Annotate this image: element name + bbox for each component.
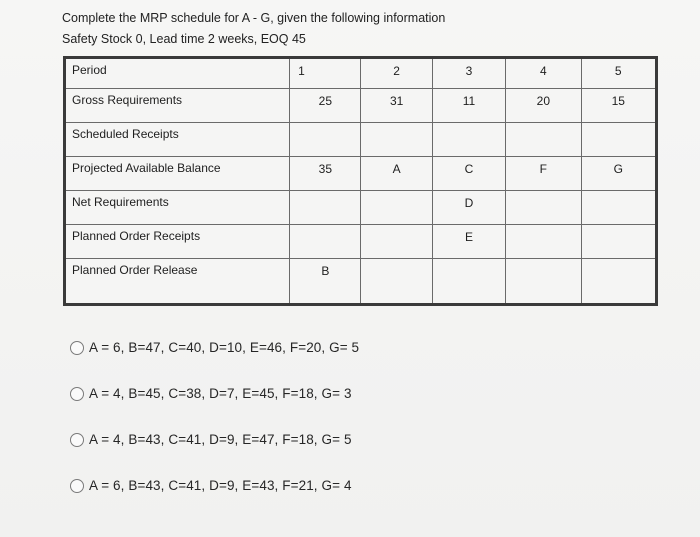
answer-option-3[interactable] [70, 430, 359, 449]
question-title: Complete the MRP schedule for A - G, given the following information [62, 11, 446, 25]
table-cell [290, 225, 360, 230]
answer-choices [70, 338, 359, 522]
table-cell [361, 123, 431, 128]
table-cell: 35 [318, 162, 332, 176]
row-label-planned-order-release: Planned Order Release [72, 263, 198, 277]
period-cell [432, 58, 505, 89]
net-requirements-row [65, 191, 657, 225]
table-cell: F [539, 162, 548, 176]
period-5: 5 [614, 64, 622, 78]
radio-button-icon[interactable] [70, 387, 84, 401]
row-label-planned-order-receipts: Planned Order Receipts [72, 229, 201, 243]
table-cell [290, 123, 360, 128]
table-cell: 11 [462, 94, 476, 108]
table-cell: E [464, 230, 473, 244]
period-cell [506, 58, 581, 89]
table-cell [582, 123, 655, 128]
row-label-projected-available-balance: Projected Available Balance [72, 161, 221, 175]
projected-available-balance-row [65, 157, 657, 191]
answer-option-2[interactable] [70, 384, 359, 403]
table-cell [361, 225, 431, 230]
row-label-gross-requirements: Gross Requirements [72, 93, 183, 107]
answer-option-label[interactable]: A = 6, B=43, C=41, D=9, E=43, F=21, G= 4 [89, 478, 352, 493]
period-1: 1 [298, 64, 305, 78]
planned-order-receipts-row [65, 225, 657, 259]
table-cell: 20 [536, 94, 551, 108]
period-cell [581, 58, 656, 89]
answer-option-label[interactable]: A = 4, B=43, C=41, D=9, E=47, F=18, G= 5 [89, 432, 352, 447]
table-cell [433, 123, 505, 128]
period-4: 4 [540, 64, 547, 78]
row-label-net-requirements: Net Requirements [72, 195, 169, 209]
radio-button-icon[interactable] [70, 433, 84, 447]
mrp-schedule-table [63, 56, 658, 306]
table-cell [506, 225, 580, 230]
answer-option-label[interactable]: A = 4, B=45, C=38, D=7, E=45, F=18, G= 3 [89, 386, 352, 401]
period-label: Period [72, 63, 107, 77]
table-cell [506, 259, 580, 264]
gross-requirements-row [65, 89, 657, 123]
question-parameters: Safety Stock 0, Lead time 2 weeks, EOQ 45 [62, 32, 306, 46]
period-row [65, 58, 657, 89]
table-cell [290, 191, 360, 196]
table-cell: C [464, 162, 474, 176]
table-cell: 25 [318, 94, 332, 108]
planned-order-release-row [65, 259, 657, 305]
table-cell: G [613, 162, 623, 176]
table-cell: 31 [389, 94, 404, 108]
period-cell [361, 58, 432, 89]
period-2: 2 [393, 64, 400, 78]
period-label-cell [65, 58, 290, 89]
table-cell: 15 [611, 94, 625, 108]
period-cell [290, 58, 361, 89]
table-cell [506, 191, 580, 196]
scheduled-receipts-row [65, 123, 657, 157]
table-cell [433, 259, 505, 264]
table-cell [582, 259, 655, 264]
table-cell: D [464, 196, 474, 210]
radio-button-icon[interactable] [70, 341, 84, 355]
period-3: 3 [465, 64, 473, 78]
table-cell [361, 191, 431, 196]
table-cell: B [321, 264, 330, 278]
table-cell [361, 259, 431, 264]
table-cell: A [392, 162, 401, 176]
table-cell [506, 123, 580, 128]
table-cell [582, 191, 655, 196]
answer-option-1[interactable] [70, 338, 359, 357]
radio-button-icon[interactable] [70, 479, 84, 493]
answer-option-label[interactable]: A = 6, B=47, C=40, D=10, E=46, F=20, G= 5 [89, 340, 360, 355]
row-label-scheduled-receipts: Scheduled Receipts [72, 127, 179, 141]
table-cell [582, 225, 655, 230]
answer-option-4[interactable] [70, 476, 359, 495]
